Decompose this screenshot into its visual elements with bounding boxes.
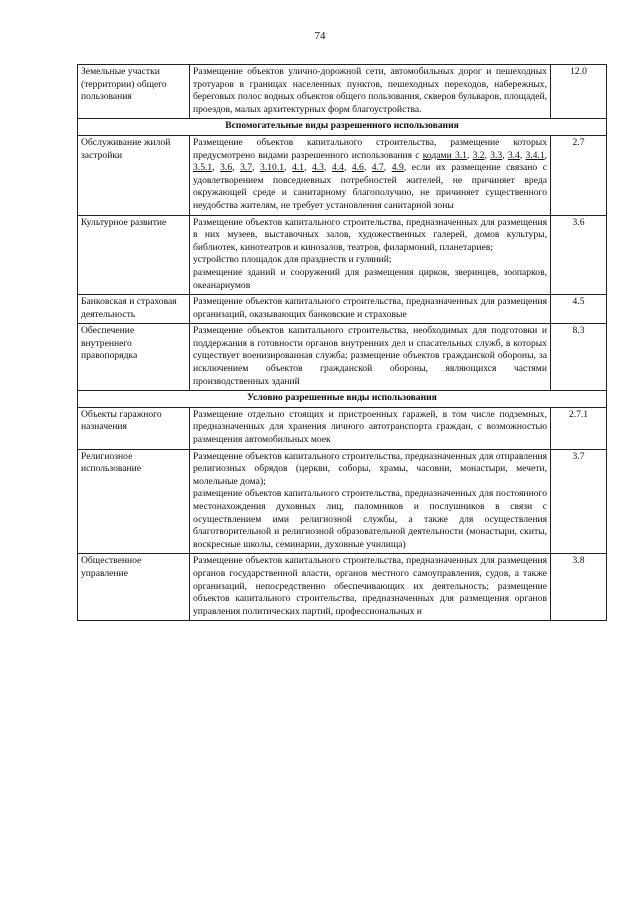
use-type-code: 2.7	[551, 135, 607, 215]
use-type-code: 3.8	[551, 554, 607, 621]
code-link[interactable]: 4.4	[331, 162, 344, 174]
table-row	[78, 554, 607, 621]
use-type-description: Размещение объектов капитального строительства, размещение которых предусмотрено видами разрешенного использования с кодами 3.1, 3.2, 3.3, 3.4, 3.4.1, 3.5.1, 3.6, 3.7, 3.10.1, 4.1, 4.3, 4.4, 4.6, 4.7, 4.9, если их размещение связано с удовлетворением повседневных потребностей жителей, не причиняет вреда окружающей среде и санитарному благополучию, не причиняет существенного неудобства жителям, не требует установления санитарной зоны	[190, 135, 551, 215]
code-link[interactable]: 3.7	[240, 162, 253, 174]
description-intro: Размещение объектов капитального строительства, размещение которых предусмотрено видами разрешенного использования с	[193, 136, 547, 161]
description-paragraph: устройство площадок для празднеств и гуляний;	[193, 254, 392, 266]
table-row	[78, 295, 607, 324]
use-type-description	[190, 407, 551, 449]
use-type-name: Обслуживание жилой застройки	[78, 135, 190, 215]
description-outro: , если их размещение связано с удовлетворением повседневных потребностей жителей, не причиняет вреда окружающей среде и санитарному благополучию, не причиняет существенного неудобства жителям, не требует установления санитарной зоны	[193, 162, 548, 211]
section-header-row	[78, 391, 607, 408]
description-paragraph: Размещение объектов капитального строительства, предназначенных для отправления религиозных обрядов (церкви, соборы, храмы, часовни, монастыри, мечети, молельные дома);	[193, 450, 547, 487]
description-paragraph: размещение объектов капитального строительства, предназначенных для постоянного местонахождения духовных лиц, паломников и послушников в связи с осуществлением ими религиозной службы, а также для осуществления благотворительной и религиозной образовательной деятельности (монастыри, скиты, воскресные школы, семинарии, духовные училища)	[193, 488, 547, 550]
table-row	[78, 324, 607, 391]
section-title-auxiliary: Вспомогательные виды разрешенного использования	[78, 119, 607, 136]
use-type-description	[190, 295, 551, 324]
use-type-code: 8.3	[551, 324, 607, 391]
table-row	[78, 135, 607, 215]
table-row	[78, 407, 607, 449]
use-type-code: 12.0	[551, 65, 607, 119]
use-type-description	[190, 324, 551, 391]
use-type-name: Банковская и страховая деятельность	[78, 295, 190, 324]
use-type-code: 3.6	[551, 215, 607, 295]
code-link[interactable]: 3.6	[220, 162, 233, 174]
code-link[interactable]: кодами 3.1	[422, 149, 467, 161]
use-type-code: 2.7.1	[551, 407, 607, 449]
code-link[interactable]: 4.6	[351, 162, 364, 174]
use-type-code: 3.7	[551, 449, 607, 554]
description-paragraph: Размещение объектов капитального строительства, предназначенных для размещения органов государственной власти, органов местного самоуправления, судов, а также организаций, непосредственно обеспечивающих их деятельность; размещение объектов капитального строительства, предназначенных для размещения органов управления политических партий, профессиональных и	[193, 555, 547, 617]
use-type-description	[190, 449, 551, 554]
use-type-name: Культурное развитие	[78, 215, 190, 295]
use-type-code: 4.5	[551, 295, 607, 324]
code-link[interactable]: 3.4.1	[525, 149, 545, 161]
use-type-description	[190, 65, 551, 119]
description-paragraph: Размещение объектов капитального строительства, предназначенных для размещения организаций, оказывающих банковские и страховые	[193, 296, 547, 320]
section-header-row	[78, 119, 607, 136]
code-link[interactable]: 3.3	[490, 149, 503, 161]
use-type-description	[190, 215, 551, 295]
table-row	[78, 215, 607, 295]
description-paragraph: размещение зданий и сооружений для размещения цирков, зверинцев, зоопарков, океанариумов	[193, 266, 547, 291]
land-use-table	[77, 64, 607, 621]
use-type-name: Обеспечение внутреннего правопорядка	[78, 324, 190, 391]
description-paragraph: Размещение объектов капитального строительства, предназначенных для размещения в них музеев, выставочных залов, художественных галерей, домов культуры, библиотек, кинотеатров и кинозалов, театров, филармоний, планетариев;	[193, 216, 547, 253]
code-link[interactable]: 3.4	[507, 149, 520, 161]
code-link[interactable]: 3.2	[472, 149, 485, 161]
code-link[interactable]: 3.5.1	[193, 162, 213, 174]
page-number: 74	[314, 30, 326, 42]
table-row	[78, 65, 607, 119]
description-paragraph: Размещение объектов улично-дорожной сети, автомобильных дорог и пешеходных тротуаров в границах населенных пунктов, пешеходных переходов, набережных, береговых полос водных объектов общего пользования, скверов бульваров, площадей, проездов, малых архитектурных форм благоустройства.	[193, 66, 547, 115]
use-type-description	[190, 554, 551, 621]
section-title-conditional: Условно разрешенные виды использования	[78, 391, 607, 408]
use-type-name: Объекты гаражного назначения	[78, 407, 190, 449]
code-link[interactable]: 4.3	[311, 162, 324, 174]
table-row	[78, 449, 607, 554]
use-type-name: Земельные участки (территории) общего пользования	[78, 65, 190, 119]
description-paragraph: Размещение объектов капитального строительства, необходимых для подготовки и поддержания в готовности органов внутренних дел и спасательных служб, в которых существует военизированная служба; размещение объектов гражданской обороны, за исключением объектов гражданской обороны, являющихся частями производственных зданий	[193, 325, 547, 387]
description-paragraph: Размещение отдельно стоящих и пристроенных гаражей, в том числе подземных, предназначенных для хранения личного автотранспорта граждан, с возможностью размещения автомобильных моек	[193, 408, 547, 446]
use-type-name: Религиозное использование	[78, 449, 190, 554]
code-link[interactable]: 3.10.1	[260, 162, 285, 174]
code-link[interactable]: 4.1	[291, 162, 304, 174]
code-link[interactable]: 4.9	[391, 162, 404, 174]
use-type-name: Общественное управление	[78, 554, 190, 621]
code-link[interactable]: 4.7	[371, 162, 384, 174]
